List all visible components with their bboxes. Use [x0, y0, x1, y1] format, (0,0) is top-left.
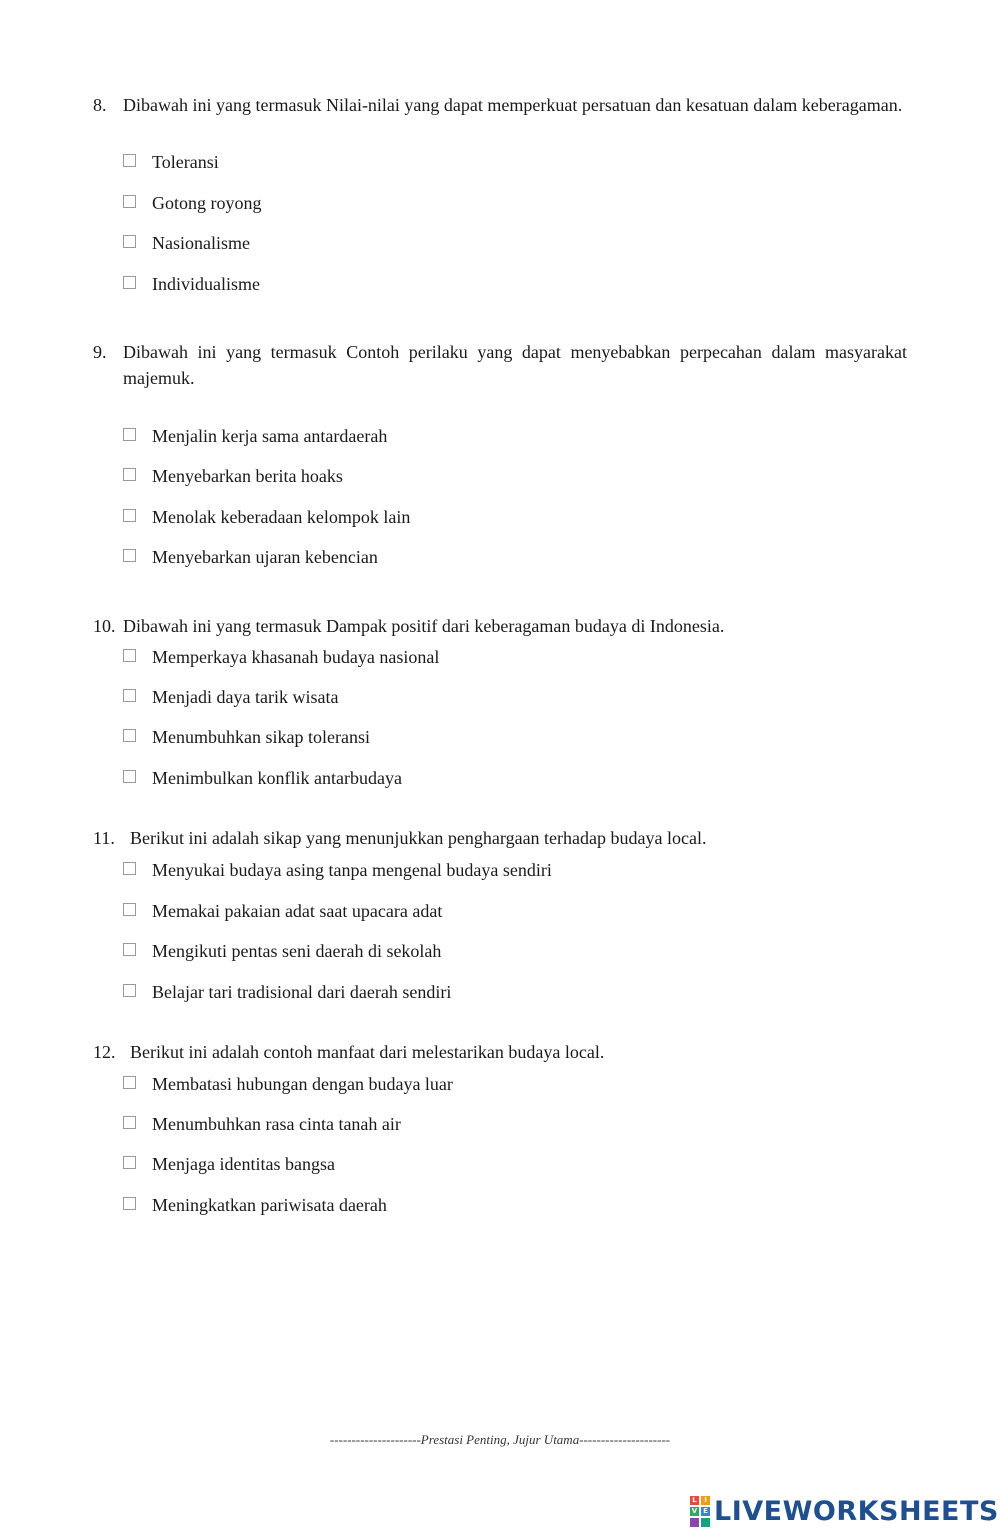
option-nasionalisme[interactable] [123, 231, 250, 255]
checkbox[interactable] [123, 468, 136, 481]
checkbox[interactable] [123, 1116, 136, 1129]
option-cinta-tanah-air[interactable] [123, 1112, 401, 1136]
checkbox[interactable] [123, 154, 136, 167]
question-text: Berikut ini adalah contoh manfaat dari melestarikan budaya local. [130, 1042, 605, 1062]
checkbox[interactable] [123, 862, 136, 875]
option-pakaian-adat[interactable] [123, 899, 442, 923]
option-label: Menyebarkan ujaran kebencian [152, 547, 378, 567]
option-khasanah-budaya[interactable] [123, 645, 439, 669]
checkbox[interactable] [123, 649, 136, 662]
checkbox[interactable] [123, 276, 136, 289]
liveworksheets-logo[interactable] [690, 1496, 999, 1526]
question-text: Berikut ini adalah sikap yang menunjukkan penghargaan terhadap budaya local. [130, 828, 707, 848]
option-kerja-sama[interactable] [123, 424, 387, 448]
checkbox[interactable] [123, 943, 136, 956]
logo-mark-cell: I [701, 1496, 710, 1505]
option-label: Gotong royong [152, 193, 262, 213]
question-number: 11. [93, 828, 115, 848]
option-label: Menjalin kerja sama antardaerah [152, 426, 388, 446]
option-identitas-bangsa[interactable] [123, 1152, 335, 1176]
question-number: 10. [93, 616, 116, 636]
question-number: 12. [93, 1042, 116, 1062]
option-berita-hoaks[interactable] [123, 464, 343, 488]
logo-mark-icon [690, 1496, 710, 1527]
option-label: Menumbuhkan sikap toleransi [152, 727, 370, 747]
option-label: Memperkaya khasanah budaya nasional [152, 647, 440, 667]
logo-mark-cell [690, 1518, 699, 1527]
checkbox[interactable] [123, 1156, 136, 1169]
option-label: Menimbulkan konflik antarbudaya [152, 768, 402, 788]
option-pentas-seni[interactable] [123, 939, 441, 963]
option-toleransi[interactable] [123, 150, 219, 174]
checkbox[interactable] [123, 1076, 136, 1089]
option-label: Menyebarkan berita hoaks [152, 466, 343, 486]
option-label: Individualisme [152, 274, 260, 294]
option-label: Belajar tari tradisional dari daerah sendiri [152, 982, 452, 1002]
option-label: Menjaga identitas bangsa [152, 1154, 335, 1174]
option-label: Menumbuhkan rasa cinta tanah air [152, 1114, 401, 1134]
question-number: 8. [93, 95, 107, 115]
option-sikap-toleransi[interactable] [123, 725, 370, 749]
option-konflik-antarbudaya[interactable] [123, 766, 402, 790]
checkbox[interactable] [123, 770, 136, 783]
logo-text: LIVEWORKSHEETS [714, 1495, 999, 1527]
checkbox[interactable] [123, 195, 136, 208]
option-label: Membatasi hubungan dengan budaya luar [152, 1074, 453, 1094]
logo-mark-cell: E [701, 1507, 710, 1516]
checkbox[interactable] [123, 903, 136, 916]
option-label: Menolak keberadaan kelompok lain [152, 507, 411, 527]
logo-mark-cell: L [690, 1496, 699, 1505]
checkbox[interactable] [123, 1197, 136, 1210]
checkbox[interactable] [123, 428, 136, 441]
option-pariwisata-daerah[interactable] [123, 1193, 387, 1217]
option-individualisme[interactable] [123, 272, 260, 296]
option-daya-tarik-wisata[interactable] [123, 685, 338, 709]
checkbox[interactable] [123, 689, 136, 702]
option-label: Meningkatkan pariwisata daerah [152, 1195, 387, 1215]
option-gotong-royong[interactable] [123, 191, 262, 215]
checkbox[interactable] [123, 729, 136, 742]
question-text: Dibawah ini yang termasuk Nilai-nilai yang dapat memperkuat persatuan dan kesatuan dalam keberagaman. [123, 95, 903, 115]
checkbox[interactable] [123, 235, 136, 248]
footer-motto: ---------------------Prestasi Penting, Jujur Utama--------------------- [329, 1432, 671, 1447]
option-membatasi-hubungan[interactable] [123, 1072, 453, 1096]
option-tari-tradisional[interactable] [123, 980, 451, 1004]
option-label: Memakai pakaian adat saat upacara adat [152, 901, 443, 921]
checkbox[interactable] [123, 509, 136, 522]
option-label: Menjadi daya tarik wisata [152, 687, 339, 707]
question-text: Dibawah ini yang termasuk Dampak positif dari keberagaman budaya di Indonesia. [123, 616, 725, 636]
logo-mark-cell: V [691, 1506, 698, 1515]
option-ujaran-kebencian[interactable] [123, 545, 378, 569]
option-menolak-kelompok[interactable] [123, 505, 410, 529]
question-text: Dibawah ini yang termasuk Contoh perilaku yang dapat menyebabkan perpecahan dalam masyarakat majemuk. [123, 342, 907, 388]
option-label: Mengikuti pentas seni daerah di sekolah [152, 941, 442, 961]
question-number: 9. [93, 342, 107, 362]
logo-mark-cell [701, 1518, 710, 1527]
option-budaya-asing[interactable] [123, 858, 552, 882]
checkbox[interactable] [123, 549, 136, 562]
checkbox[interactable] [123, 984, 136, 997]
option-label: Toleransi [152, 152, 219, 172]
option-label: Nasionalisme [152, 233, 250, 253]
option-label: Menyukai budaya asing tanpa mengenal budaya sendiri [152, 860, 552, 880]
